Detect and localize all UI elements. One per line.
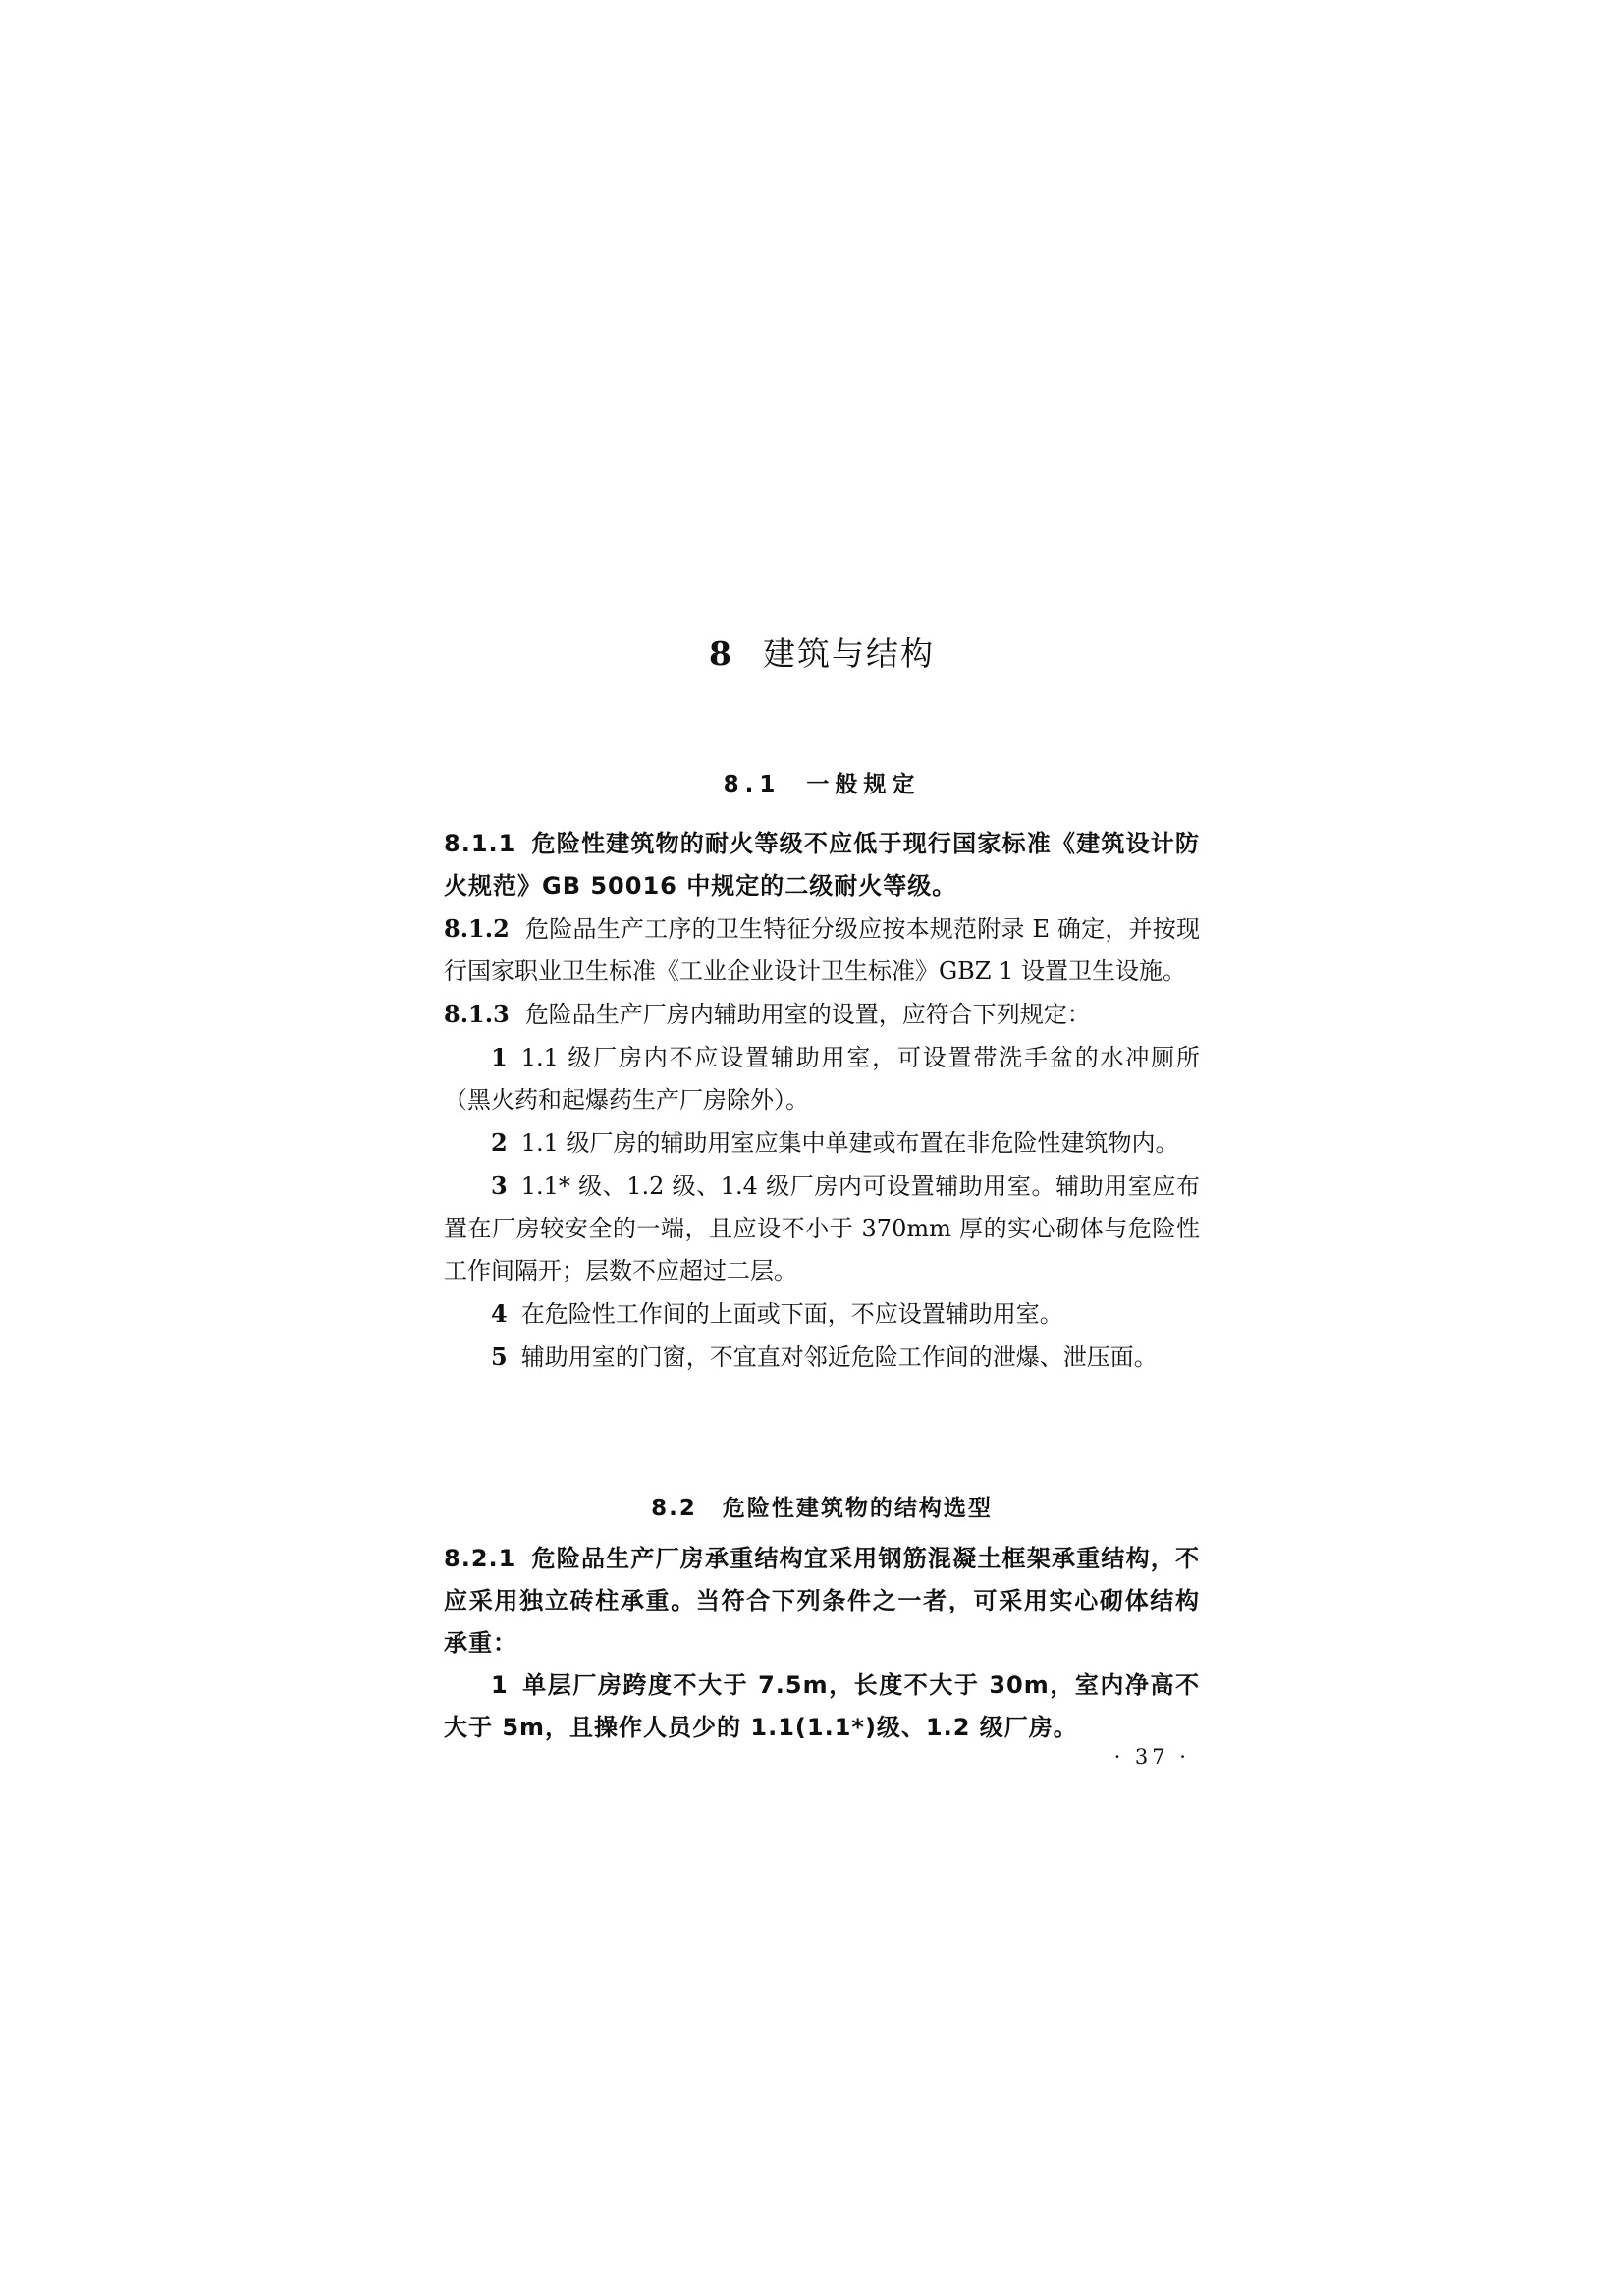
item-number: 1: [491, 1043, 508, 1071]
section-number: 8.2: [651, 1496, 697, 1521]
page-number: · 37 ·: [1113, 1745, 1190, 1769]
clause-8-2-1: [444, 1538, 1200, 1665]
item-text: 1.1* 级、1.2 级、1.4 级厂房内可设置辅助用室。辅助用室应布置在厂房较安全的一端，且应设不小于 370mm 厚的实心砌体与危险性工作间隔开；层数不应超过二层。: [444, 1173, 1200, 1285]
chapter-title: [444, 629, 1200, 675]
list-item: [444, 1336, 1200, 1379]
list-item: [444, 1165, 1200, 1292]
list-item: [444, 1292, 1200, 1336]
item-number: 5: [491, 1342, 508, 1371]
clause-8-1-2: [444, 907, 1200, 993]
item-number: 1: [491, 1671, 509, 1699]
item-number: 4: [491, 1299, 508, 1328]
section-title-text: 危险性建筑物的结构选型: [722, 1496, 993, 1521]
clause-text: 危险品生产工序的卫生特征分级应按本规范附录 E 确定，并按现行国家职业卫生标准《工业企业设计卫生标准》GBZ 1 设置卫生设施。: [444, 915, 1200, 985]
list-item: [444, 1036, 1200, 1121]
item-text: 辅助用室的门窗，不宜直对邻近危险工作间的泄爆、泄压面。: [520, 1343, 1158, 1371]
item-text: 在危险性工作间的上面或下面，不应设置辅助用室。: [520, 1300, 1063, 1328]
section-title-text: 一般规定: [806, 772, 921, 797]
clause-number: 8.1.2: [444, 914, 510, 943]
clause-text: 危险品生产厂房承重结构宜采用钢筋混凝土框架承重结构，不应采用独立砖柱承重。当符合下列条件之一者，可采用实心砌体结构承重：: [444, 1545, 1200, 1657]
document-page: [444, 0, 1200, 2296]
section-8-2-body: [444, 1538, 1200, 1749]
clause-text: 危险品生产厂房内辅助用室的设置，应符合下列规定：: [524, 1001, 1091, 1028]
clause-8-1-3: [444, 993, 1200, 1036]
section-title-8-2: [444, 1490, 1200, 1522]
item-text: 1.1 级厂房内不应设置辅助用室，可设置带洗手盆的水冲厕所（黑火药和起爆药生产厂房除外）。: [444, 1044, 1200, 1114]
section-8-1-body: [444, 823, 1200, 1379]
chapter-title-text: 建筑与结构: [762, 634, 935, 673]
clause-number: 8.2.1: [444, 1545, 516, 1572]
clause-number: 8.1.3: [444, 1000, 510, 1028]
section-title-8-1: [444, 766, 1200, 798]
section-number: 8.1: [723, 772, 782, 797]
item-text: 1.1 级厂房的辅助用室应集中单建或布置在非危险性建筑物内。: [520, 1129, 1179, 1157]
clause-text: 危险性建筑物的耐火等级不应低于现行国家标准《建筑设计防火规范》GB 50016 中规定的二级耐火等级。: [444, 830, 1200, 900]
item-number: 2: [491, 1128, 508, 1157]
clause-number: 8.1.1: [444, 830, 516, 857]
item-text: 单层厂房跨度不大于 7.5m，长度不大于 30m，室内净高不大于 5m，且操作人员少的 1.1(1.1*)级、1.2 级厂房。: [444, 1671, 1200, 1741]
list-item: [444, 1121, 1200, 1165]
list-item: [444, 1665, 1200, 1749]
clause-8-1-1: [444, 823, 1200, 907]
item-number: 3: [491, 1172, 508, 1200]
chapter-number: 8: [709, 634, 733, 673]
